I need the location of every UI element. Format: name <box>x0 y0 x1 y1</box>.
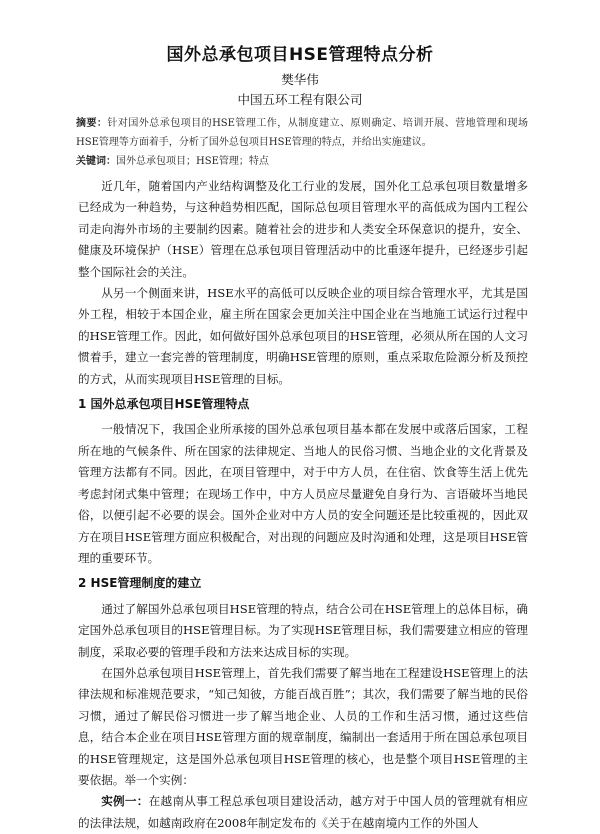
section-1-paragraph-1: 一般情况下，我国企业所承接的国外总承包项目基本都在发展中或落后国家，工程所在地的气候条件、所在国家的法律规定、当地人的民俗习惯、当地企业的文化背景及管理方法都有不同。因此，在项目管理中，对于中方人员，在住宿、饮食等生活上优先考虑封闭式集中管理；在现场工作中，中方人员应尽量避免自身行为、言语破坏当地民俗，以便引起不必要的误会。国外企业对中方人员的安全问题还是比较重视的，因此双方在项目HSE管理方面应积极配合，对出现的问题应及时沟通和处理，这是项目HSE管理的重要环节。 <box>78 422 528 565</box>
keywords <box>76 152 528 171</box>
example-lead: 实例一： <box>101 794 149 809</box>
section-2-paragraph-1: 通过了解国外总承包项目HSE管理的特点，结合公司在HSE管理上的总体目标，确定国外总承包项目的HSE管理目标。为了实现HSE管理目标，我们需要建立相应的管理制度，采取必要的管理手段和方法来达成目标的实现。 <box>78 601 528 659</box>
paper-body <box>78 176 528 834</box>
section-2-paragraph-3 <box>78 791 528 834</box>
section-2-heading: 2 HSE管理制度的建立 <box>78 576 202 591</box>
author-name: 樊华伟 <box>281 72 319 87</box>
keywords-label: 关键词： <box>76 156 116 167</box>
keywords-text: 国外总承包项目；HSE管理；特点 <box>116 156 269 167</box>
example-text: 在越南从事工程总承包项目建设活动，越方对于中国人员的管理就有相应的法律法规，如越南政府在2008年制定发布的《关于在越南境内工作的外国人 <box>78 794 528 830</box>
abstract-label: 摘要： <box>76 118 108 129</box>
section-2-paragraph-2: 在国外总承包项目HSE管理上，首先我们需要了解当地在工程建设HSE管理上的法律法规和标准规范要求，“知己知彼，方能百战百胜”；其次，我们需要了解当地的民俗习惯，通过了解民俗习惯进一步了解当地企业、人员的工作和生活习惯，通过这些信息，结合本企业在项目HSE管理方面的规章制度，编制出一套适用于所在国总承包项目的HSE管理规定，这是国外总承包项目HSE管理的核心，也是整个项目HSE管理的主要依据。举一个实例： <box>78 665 528 787</box>
intro-paragraph-2: 从另一个侧面来讲，HSE水平的高低可以反映企业的项目综合管理水平，尤其是国外工程，相较于本国企业，雇主所在国家会更加关注中国企业在当地施工试运行过程中的HSE管理工作。因此，如何做好国外总承包项目的HSE管理，必须从所在国的人文习惯着手，建立一套完善的管理制度，明确HSE管理的原则，重点采取危险源分析及预控的方式，从而实现项目HSE管理的目标。 <box>78 286 528 386</box>
section-1-heading: 1 国外总承包项目HSE管理特点 <box>78 397 250 412</box>
author-affiliation: 中国五环工程有限公司 <box>237 92 363 107</box>
paper-title: 国外总承包项目HSE管理特点分析 <box>166 45 434 65</box>
abstract-text: 针对国外总承包项目的HSE管理工作，从制度建立、原则确定、培训开展、营地管理和现场HSE管理等方面着手，分析了国外总包项目HSE管理的特点，并给出实施建议。 <box>76 118 529 148</box>
intro-paragraph-1: 近几年，随着国内产业结构调整及化工行业的发展，国外化工总承包项目数量增多已经成为一种趋势，与这种趋势相匹配，国际总包项目管理水平的高低成为国内工程公司走向海外市场的主要制约因素。随着社会的进步和人类安全环保意识的提升，安全、健康及环境保护（HSE）管理在总承包项目管理活动中的比重逐年提升，已经逐步引起整个国际社会的关注。 <box>78 179 528 279</box>
abstract <box>76 114 528 152</box>
